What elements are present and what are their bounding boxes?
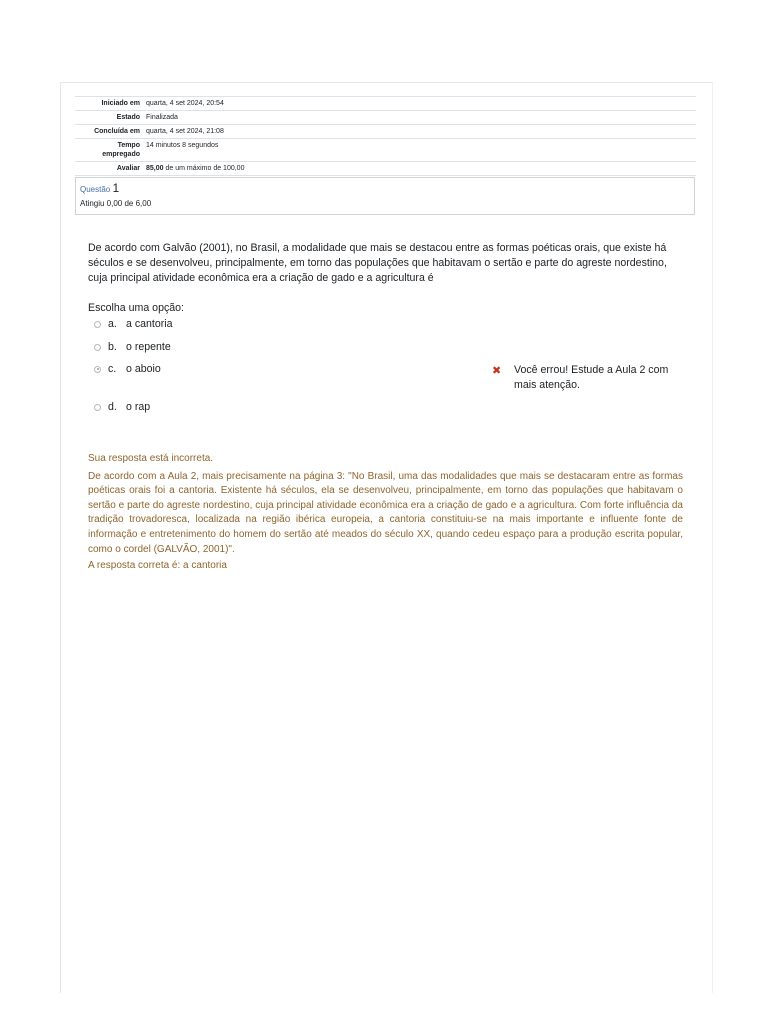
summary-label-grade: Avaliar — [75, 162, 143, 176]
grade-max: de um máximo de 100,00 — [163, 165, 245, 172]
question-info-box — [75, 177, 695, 215]
summary-row — [75, 162, 696, 176]
option-b[interactable] — [94, 341, 171, 353]
outcome-explanation: De acordo com a Aula 2, mais precisamente na página 3: "No Brasil, uma das modalidades que mais se destacaram entre as formas poéticas orais foi a cantoria. Existente há séculos, ela se desenvolveu, principalmente, em torno das populações que habitavam o sertão e parte do agreste nordestino, cuja principal atividade econômica era a criação de gado e a agricultura. Com forte influência da tradição trovadoresca, localizada na região ibérica europeia, a cantoria constituiu-se na mais importante e influente fonte de informação e entretenimento do homem do sertão até meados do século XX, quando cedeu espaço para a produção escrita popular, como o cordel (GALVÃO, 2001)". — [88, 470, 683, 555]
summary-row — [75, 111, 696, 125]
option-text: a cantoria — [126, 318, 173, 330]
incorrect-x-icon: ✖ — [492, 365, 502, 377]
question-number — [80, 181, 690, 195]
option-text: o rap — [126, 401, 151, 413]
option-feedback: Você errou! Estude a Aula 2 com mais atenção. — [514, 364, 669, 391]
option-d[interactable] — [94, 401, 150, 413]
summary-value-time: 14 minutos 8 segundos — [143, 139, 696, 162]
right-answer: A resposta correta é: a cantoria — [88, 560, 227, 572]
summary-label-started: Iniciado em — [75, 97, 143, 111]
summary-value-state: Finalizada — [143, 111, 696, 125]
summary-label-state: Estado — [75, 111, 143, 125]
option-letter: b. — [108, 341, 117, 353]
summary-row — [75, 97, 696, 111]
summary-row — [75, 125, 696, 139]
question-number-value: 1 — [112, 181, 120, 195]
outcome-status: Sua resposta está incorreta. — [88, 453, 214, 464]
option-letter: a. — [108, 318, 117, 330]
summary-value-completed: quarta, 4 set 2024, 21:08 — [143, 125, 696, 139]
option-letter: d. — [108, 401, 117, 413]
option-a[interactable] — [94, 318, 173, 330]
summary-value-grade — [143, 162, 696, 176]
summary-row — [75, 139, 696, 162]
summary-value-started: quarta, 4 set 2024, 20:54 — [143, 97, 696, 111]
grade-score: 85,00 — [146, 165, 164, 172]
option-text: o repente — [126, 341, 171, 353]
radio-c[interactable] — [94, 366, 101, 373]
radio-a[interactable] — [94, 321, 101, 328]
question-label: Questão — [80, 185, 111, 194]
summary-label-completed: Concluída em — [75, 125, 143, 139]
radio-d[interactable] — [94, 404, 101, 411]
answer-prompt: Escolha uma opção: — [88, 302, 184, 314]
attempt-summary-table — [75, 96, 696, 176]
question-grade: Atingiu 0,00 de 6,00 — [80, 199, 152, 208]
option-c[interactable] — [94, 363, 161, 375]
option-text: o aboio — [126, 363, 161, 375]
question-text: De acordo com Galvão (2001), no Brasil, a modalidade que mais se destacou entre as formas poéticas orais, que existe há séculos e se desenvolveu, principalmente, em torno das populações que habitavam o sertão e parte do agreste nordestino, cuja principal atividade econômica era a criação de gado e a agricultura é — [88, 242, 667, 284]
summary-label-time: Tempo empregado — [75, 139, 143, 162]
general-feedback — [88, 452, 683, 574]
option-letter: c. — [108, 363, 117, 375]
radio-b[interactable] — [94, 344, 101, 351]
